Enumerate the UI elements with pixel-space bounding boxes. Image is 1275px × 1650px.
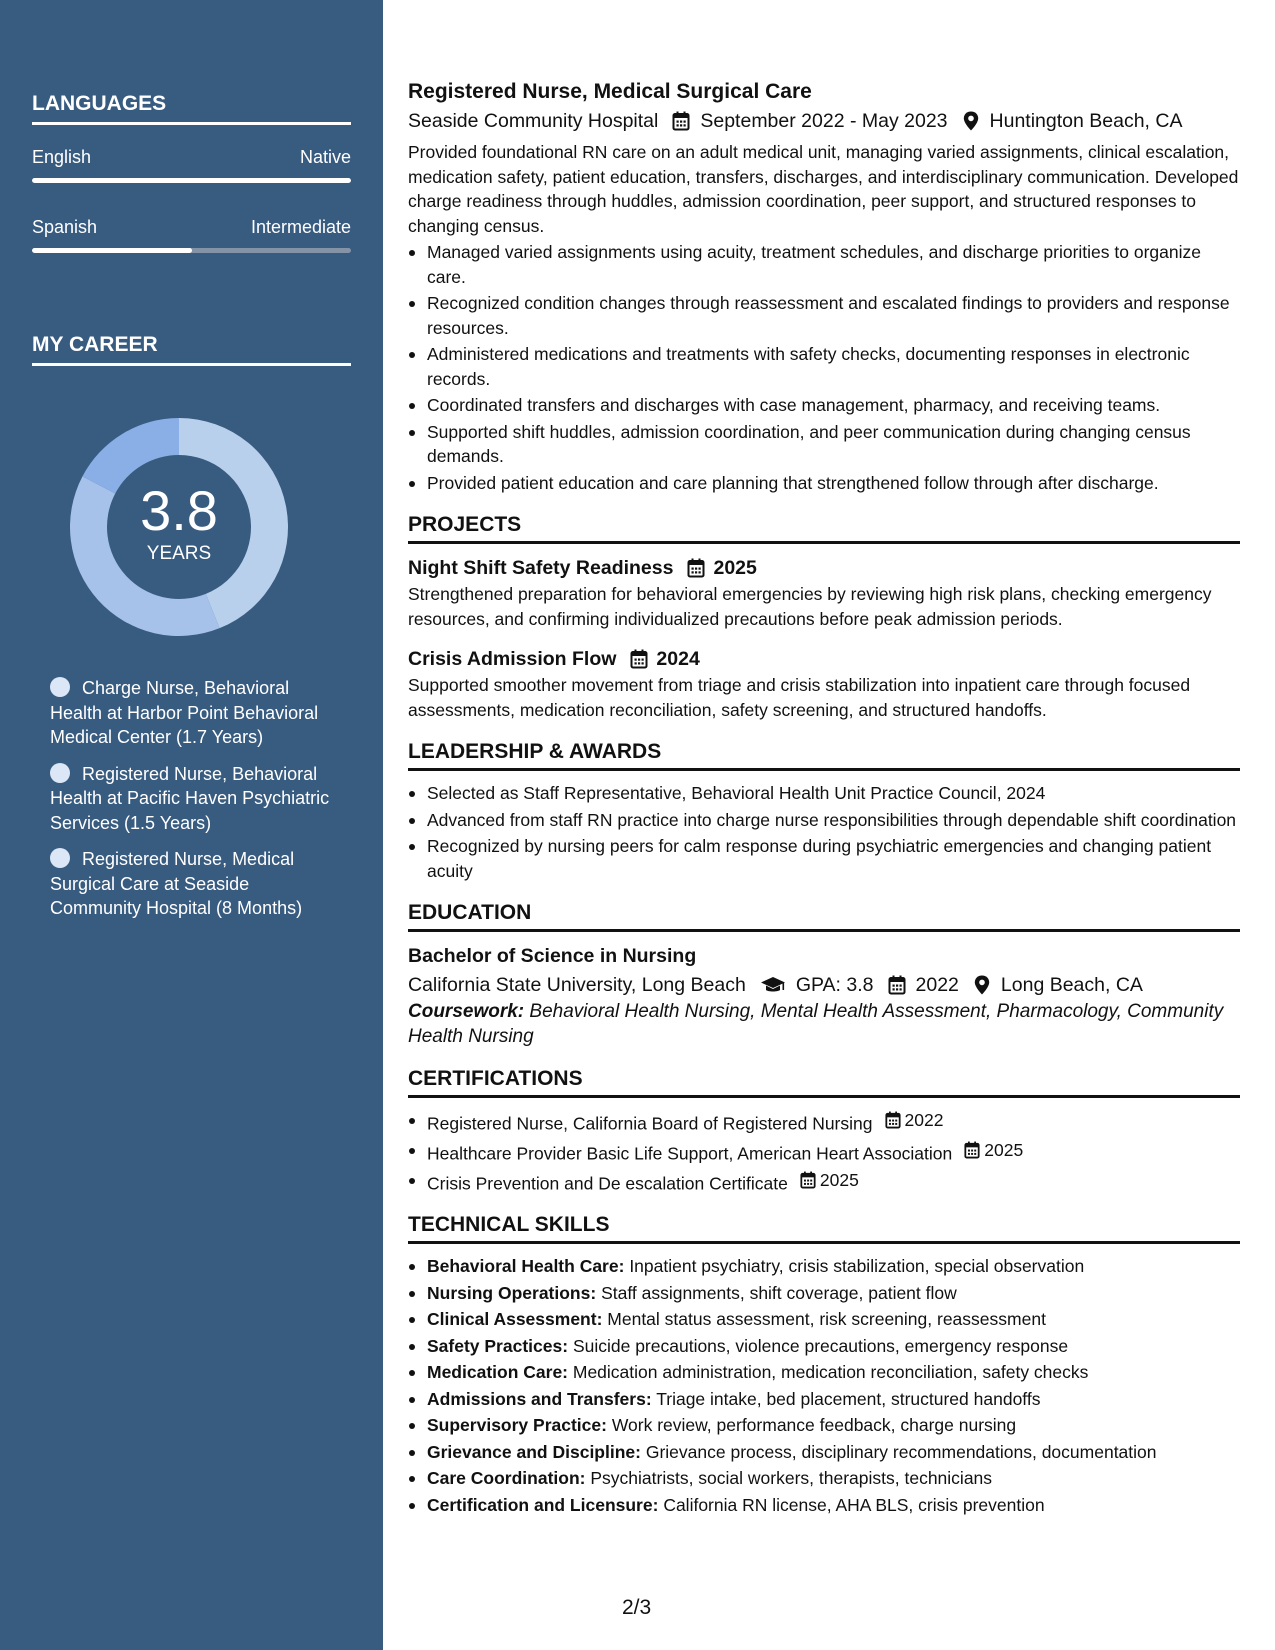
list-item — [408, 1307, 1240, 1332]
project-description: Strengthened preparation for behavioral emergencies by reviewing high risk plans, checking emergency resources, and confirming individualized precautions before peak admission periods. — [408, 584, 1212, 629]
job-title: Registered Nurse, Medical Surgical Care — [408, 80, 812, 103]
list-item — [408, 1493, 1240, 1518]
skill-value: Staff assignments, shift coverage, patient flow — [601, 1282, 957, 1303]
languages-section — [32, 92, 351, 253]
skill-value: California RN license, AHA BLS, crisis prevention — [663, 1494, 1045, 1515]
list-item: Administered medications and treatments with safety checks, documenting responses in electronic records. — [408, 342, 1240, 391]
language-level: Intermediate — [250, 217, 351, 237]
certifications-heading: CERTIFICATIONS — [408, 1067, 1240, 1098]
list-item — [408, 1440, 1240, 1465]
career-item — [50, 676, 340, 750]
coursework-list: Behavioral Health Nursing, Mental Health Assessment, Pharmacology, Community Health Nursing — [408, 1001, 1224, 1047]
degree: Bachelor of Science in Nursing — [408, 945, 697, 967]
language-item — [32, 147, 351, 183]
cert-name: Crisis Prevention and De escalation Certificate — [427, 1172, 788, 1193]
language-name: English — [32, 147, 92, 167]
list-item — [408, 1466, 1240, 1491]
language-proficiency-bar — [32, 248, 351, 253]
skill-value: Triage intake, bed placement, structured handoffs — [656, 1388, 1041, 1409]
list-item — [408, 1168, 1240, 1196]
list-item: Recognized by nursing peers for calm response during psychiatric emergencies and changing patient acuity — [408, 834, 1240, 883]
cert-name: Healthcare Provider Basic Life Support, American Heart Association — [427, 1143, 953, 1163]
legend-dot-icon — [50, 677, 70, 697]
skill-value: Inpatient psychiatry, crisis stabilization, special observation — [629, 1256, 1085, 1277]
career-donut-chart — [64, 412, 294, 642]
languages-heading: LANGUAGES — [32, 92, 351, 125]
coursework-label: Coursework: — [408, 1001, 525, 1022]
page-number: 2/3 — [622, 1596, 652, 1619]
skill-value: Medication administration, medication reconciliation, safety checks — [572, 1362, 1089, 1383]
employer: Seaside Community Hospital — [408, 110, 659, 132]
location-pin-icon — [973, 975, 991, 995]
language-proficiency-fill — [32, 178, 351, 183]
cert-year: 2025 — [984, 1139, 1024, 1160]
calendar-icon — [964, 1141, 980, 1159]
language-proficiency-bar — [32, 178, 351, 183]
career-heading: MY CAREER — [32, 333, 351, 366]
calendar-icon — [672, 111, 690, 131]
skill-value: Grievance process, disciplinary recommendations, documentation — [645, 1441, 1157, 1462]
coursework — [408, 1000, 1240, 1049]
education-location: Long Beach, CA — [1000, 974, 1143, 996]
job-bullets — [408, 240, 1240, 495]
projects-heading: PROJECTS — [408, 513, 1240, 544]
legend-dot-icon — [50, 763, 70, 783]
skill-value: Psychiatrists, social workers, therapists, technicians — [590, 1468, 993, 1489]
list-item: Managed varied assignments using acuity, treatment schedules, and discharge priorities to organize care. — [408, 240, 1240, 289]
calendar-icon — [800, 1171, 816, 1189]
projects-section — [408, 513, 1240, 722]
career-item-text: Registered Nurse, Medical Surgical Care at Seaside Community Hospital (8 Months) — [50, 849, 303, 918]
project-year: 2024 — [656, 648, 700, 670]
skill-label: Medication Care: — [427, 1362, 568, 1383]
language-level: Native — [299, 147, 351, 167]
project-title: Night Shift Safety Readiness — [408, 557, 674, 579]
career-total-unit: YEARS — [146, 543, 212, 564]
education-meta — [408, 970, 1240, 1000]
list-item: Recognized condition changes through reassessment and escalated findings to providers and response resources. — [408, 291, 1240, 340]
list-item — [408, 1387, 1240, 1412]
location-pin-icon — [962, 111, 980, 131]
skill-label: Care Coordination: — [427, 1468, 586, 1489]
skill-label: Admissions and Transfers: — [427, 1388, 652, 1409]
skill-label: Behavioral Health Care: — [427, 1256, 625, 1277]
career-list — [50, 676, 340, 933]
skills-heading: TECHNICAL SKILLS — [408, 1213, 1240, 1244]
school: California State University, Long Beach — [408, 974, 746, 996]
career-item — [50, 847, 340, 921]
job-meta — [408, 106, 1240, 136]
list-item — [408, 1413, 1240, 1438]
list-item: Coordinated transfers and discharges with case management, pharmacy, and receiving teams. — [408, 393, 1240, 418]
list-item: Selected as Staff Representative, Behavioral Health Unit Practice Council, 2024 — [408, 781, 1240, 806]
career-section — [32, 333, 351, 366]
leadership-heading: LEADERSHIP & AWARDS — [408, 740, 1240, 771]
skills-list — [408, 1254, 1240, 1517]
certifications-section — [408, 1067, 1240, 1195]
education-year: 2022 — [915, 974, 959, 996]
skill-label: Safety Practices: — [427, 1335, 569, 1356]
project-description: Supported smoother movement from triage and crisis stabilization into inpatient care through focused assessments, medication reconciliation, safety screening, and structured handoffs. — [408, 675, 1191, 720]
skill-value: Suicide precautions, violence precautions, emergency response — [572, 1335, 1069, 1356]
calendar-icon — [888, 975, 906, 995]
career-item-text: Charge Nurse, Behavioral Health at Harbor Point Behavioral Medical Center (1.7 Years) — [50, 678, 319, 747]
skill-label: Supervisory Practice: — [427, 1415, 607, 1436]
job-dates: September 2022 - May 2023 — [700, 110, 948, 132]
list-item: Supported shift huddles, admission coordination, and peer communication during changing census demands. — [408, 420, 1240, 469]
sidebar — [0, 0, 383, 1650]
leadership-list — [408, 781, 1240, 883]
graduation-cap-icon — [760, 975, 786, 995]
skills-section — [408, 1213, 1240, 1517]
language-name: Spanish — [32, 217, 98, 237]
legend-dot-icon — [50, 848, 70, 868]
project-title-row — [408, 554, 1240, 582]
list-item: Provided patient education and care planning that strengthened follow through after discharge. — [408, 471, 1240, 496]
list-item — [408, 1108, 1240, 1136]
job-summary: Provided foundational RN care on an adult medical unit, managing varied assignments, clinical escalation, medication safety, patient education, transfers, discharges, and interdisciplinary communication. Developed charge readiness through huddles, admission coordination, peer support, and structured responses to changing census. — [408, 142, 1239, 236]
gpa: GPA: 3.8 — [795, 974, 874, 996]
education-section — [408, 901, 1240, 1049]
skill-label: Grievance and Discipline: — [427, 1441, 641, 1462]
project-title: Crisis Admission Flow — [408, 648, 617, 670]
cert-year: 2025 — [819, 1169, 859, 1190]
list-item — [408, 1138, 1240, 1166]
list-item — [408, 1281, 1240, 1306]
skill-label: Nursing Operations: — [427, 1282, 597, 1303]
list-item: Advanced from staff RN practice into charge nurse responsibilities through dependable shift coordination — [408, 808, 1240, 833]
calendar-icon — [885, 1111, 901, 1129]
calendar-icon — [630, 649, 648, 669]
main-content — [408, 78, 1240, 1517]
calendar-icon — [687, 558, 705, 578]
list-item — [408, 1254, 1240, 1279]
list-item — [408, 1334, 1240, 1359]
cert-name: Registered Nurse, California Board of Registered Nursing — [427, 1113, 873, 1134]
career-total-years: 3.8 — [140, 479, 218, 542]
leadership-section — [408, 740, 1240, 883]
career-item-text: Registered Nurse, Behavioral Health at Pacific Haven Psychiatric Services (1.5 Years) — [50, 763, 330, 833]
language-proficiency-fill — [32, 248, 192, 253]
project-title-row — [408, 645, 1240, 673]
job-location: Huntington Beach, CA — [989, 110, 1183, 132]
language-item — [32, 217, 351, 253]
project-year: 2025 — [713, 557, 757, 579]
experience-entry — [408, 78, 1240, 495]
skill-label: Certification and Licensure: — [427, 1494, 659, 1515]
career-item — [50, 762, 340, 836]
education-heading: EDUCATION — [408, 901, 1240, 932]
skill-value: Mental status assessment, risk screening, reassessment — [607, 1309, 1046, 1330]
list-item — [408, 1360, 1240, 1385]
skill-label: Clinical Assessment: — [427, 1309, 603, 1330]
certifications-list — [408, 1108, 1240, 1195]
skill-value: Work review, performance feedback, charge nursing — [611, 1415, 1017, 1436]
cert-year: 2022 — [904, 1110, 944, 1130]
